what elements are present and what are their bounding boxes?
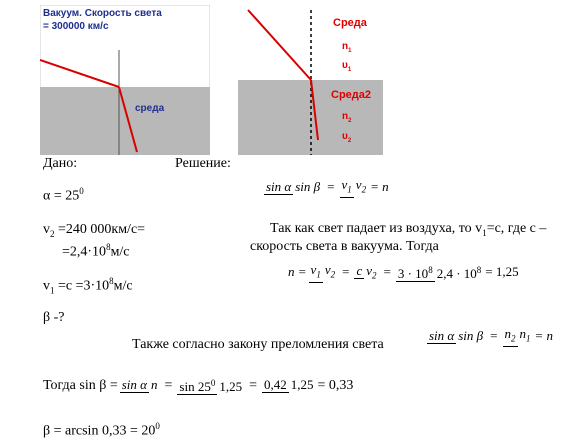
vacuum-title-line2: = 300000 км/с [43, 21, 109, 32]
formula-n-calc: n = $v_1$ $v_2$ = c $v_2$ = $3 \cdot 10^8$ $2,4 \cdot 10^8$ = 1,25 [288, 262, 519, 281]
formula-snell-ratio: sin α sin β = $v_1$ $v_2$ = n [262, 177, 389, 198]
solution-header: Решение: [175, 156, 231, 171]
given-header: Дано: [43, 156, 78, 171]
solution-text-line1: Так как свет падает из воздуха, то $v_1=с$, где с – [270, 221, 547, 238]
formula-sin-beta: Тогда sin β = sin α n = $\sin 25^0$ 1,25 = 0,42 1,25 = 0,33 [43, 377, 354, 395]
formula-refraction-law: sin α sin β = $n_2$ $n_1$ = n [425, 326, 553, 347]
solution-text-line2: скорость света в вакуума. Тогда [250, 239, 439, 254]
given-alpha: $\alpha = 25^0$ [43, 186, 84, 204]
n1-label: $n_1$ [342, 41, 352, 54]
given-beta-question: β -? [43, 310, 65, 325]
medium-area [40, 87, 210, 155]
medium-label: среда [135, 103, 165, 114]
v2-label: $\upsilon_2$ [342, 131, 352, 144]
figure-two-media [238, 5, 383, 155]
given-v1: $v_1 =с =3\cdot 10^8м/с$ [43, 276, 133, 296]
given-v2-line1: $v_2 =240$ 000км/с= [43, 222, 146, 239]
figure-vacuum-refraction [40, 5, 210, 155]
n2-label: $n_2$ [342, 111, 352, 124]
given-v2-line2: $=2,4\cdot 10^8м/с$ [62, 242, 130, 260]
v1-label: $\upsilon_1$ [342, 60, 352, 73]
final-answer: $\beta = \arcsin 0,33 = 20^0$ [43, 421, 160, 439]
solution-text-line3: Также согласно закону преломления света [132, 337, 384, 352]
medium2-label: Среда2 [331, 89, 371, 101]
medium1-label: Среда [333, 17, 367, 29]
vacuum-title-line1: Вакуум. Скорость света [43, 8, 162, 19]
